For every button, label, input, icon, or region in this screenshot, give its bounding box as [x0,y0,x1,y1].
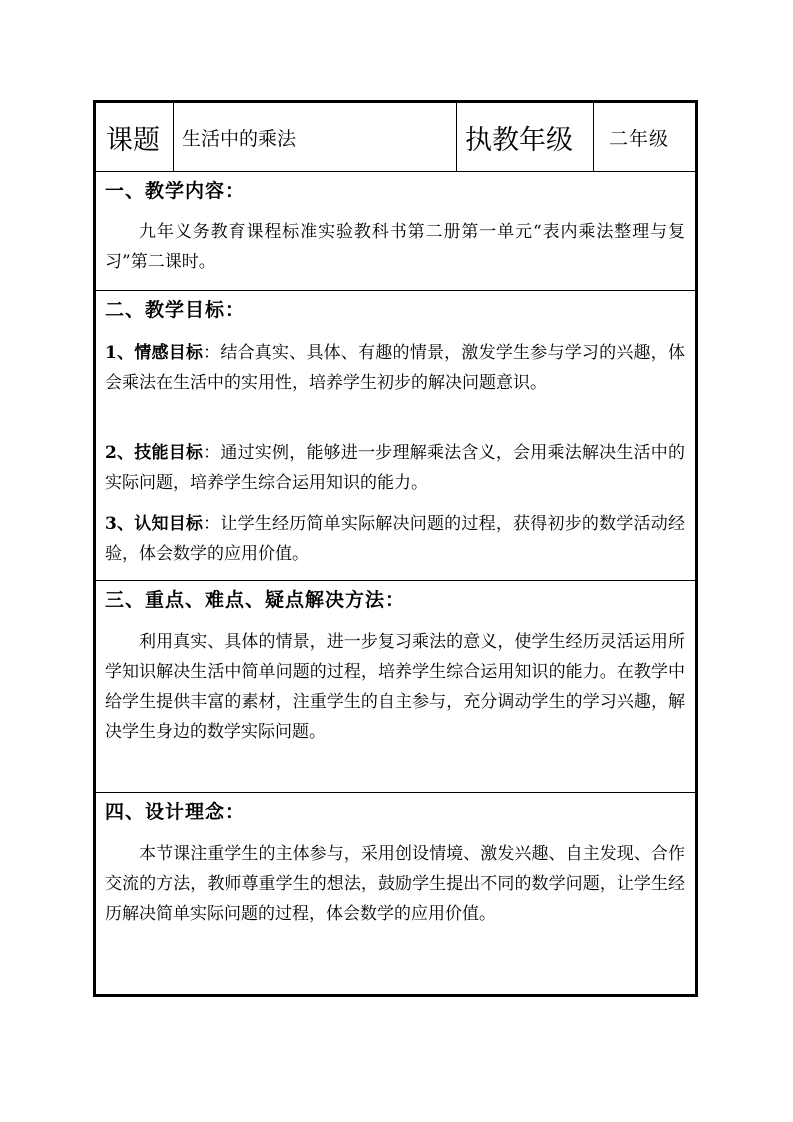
goal-label: 1、情感目标 [105,343,204,363]
goal-item [105,509,685,569]
goal-item [105,438,685,498]
section-text-keypoints: 利用真实、具体的情景，进一步复习乘法的意义，使学生经历灵活运用所学知识解决生活中简单问题的过程，培养学生综合运用知识的能力。在教学中给学生提供丰富的素材，注重学生的自主参与，充分调动学生的学习兴趣，解决学生身边的数学实际问题。 [105,632,685,742]
section-title-goals: 二、教学目标： [105,299,246,321]
goal-label: 2、技能目标 [105,443,204,463]
divider [456,103,457,171]
section-title-content: 一、教学内容： [105,180,246,202]
grade-label: 执教年级 [465,124,573,156]
lesson-plan-table [93,100,698,997]
section-text-content: 九年义务教育课程标准实验教科书第二册第一单元“表内乘法整理与复习”第二课时。 [105,222,685,272]
grade-value: 二年级 [609,127,670,150]
section-title-keypoints: 三、重点、难点、疑点解决方法： [105,589,406,611]
goal-label: 3、认知目标 [105,514,204,534]
divider [173,103,174,171]
divider [96,171,695,172]
section-text-concept: 本节课注重学生的主体参与，采用创设情境、激发兴趣、自主发现、合作交流的方法，教师尊重学生的想法，鼓励学生提出不同的数学问题，让学生经历解决简单实际问题的过程，体会数学的应用价值。 [105,844,685,924]
divider [96,290,695,291]
goal-item [105,338,685,398]
divider [96,580,695,581]
goal-text: ：通过实例，能够进一步理解乘法含义，会用乘法解决生活中的实际问题，培养学生综合运用知识的能力。 [105,443,685,493]
goal-text: ：结合真实、具体、有趣的情景，激发学生参与学习的兴趣，体会乘法在生活中的实用性，培养学生初步的解决问题意识。 [105,343,685,393]
divider [96,792,695,793]
section-title-concept: 四、设计理念： [105,801,246,823]
topic-label: 课题 [106,124,160,156]
divider [593,103,594,171]
topic-value: 生活中的乘法 [182,127,297,150]
goal-text: ：让学生经历简单实际解决问题的过程，获得初步的数学活动经验，体会数学的应用价值。 [105,514,685,564]
